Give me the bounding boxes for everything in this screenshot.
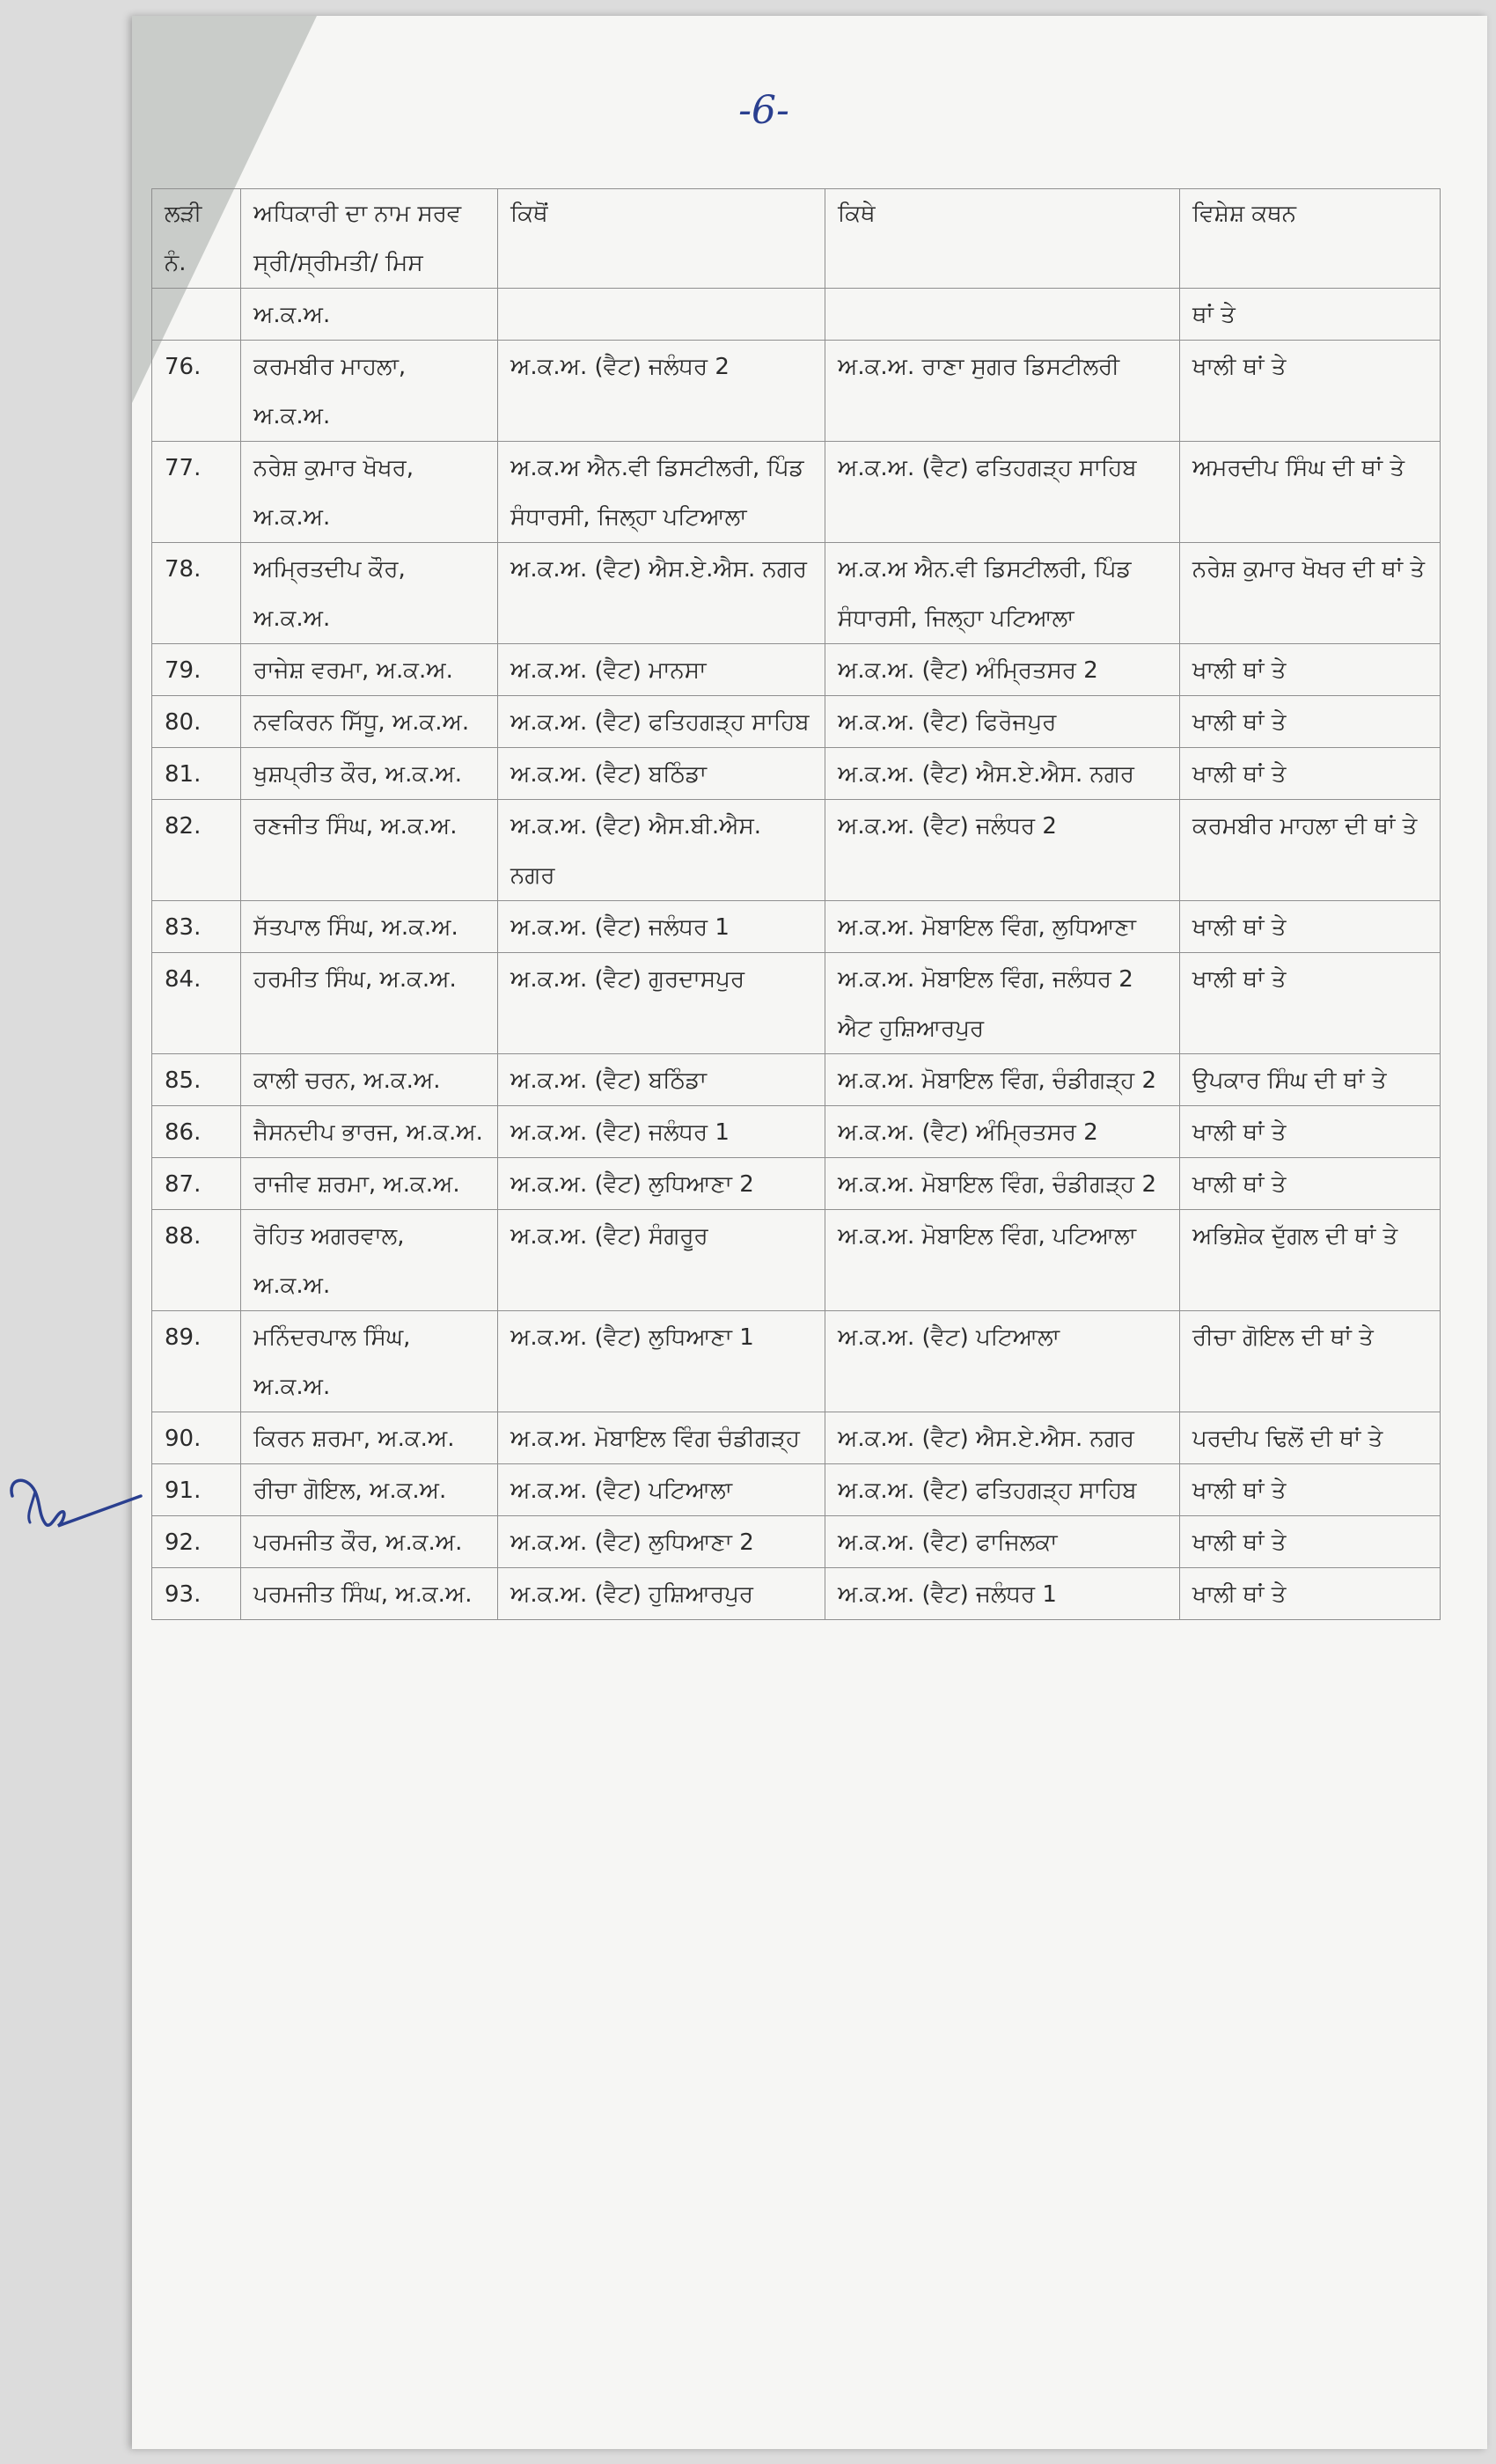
cell-serial: 85. <box>152 1054 241 1106</box>
cell-to: ਅ.ਕ.ਅ. (ਵੈਟ) ਫਿਰੋਜਪੁਰ <box>825 696 1180 748</box>
cell-remarks: ਅਭਿਸ਼ੇਕ ਦੁੱਗਲ ਦੀ ਥਾਂ ਤੇ <box>1180 1210 1441 1311</box>
cell-officer-name: ਪਰਮਜੀਤ ਸਿੰਘ, ਅ.ਕ.ਅ. <box>241 1568 498 1620</box>
cell-serial <box>152 289 241 341</box>
cell-officer-name: ਰਣਜੀਤ ਸਿੰਘ, ਅ.ਕ.ਅ. <box>241 800 498 901</box>
cell-remarks: ਖਾਲੀ ਥਾਂ ਤੇ <box>1180 696 1441 748</box>
cell-to: ਅ.ਕ.ਅ. (ਵੈਟ) ਜਲੰਧਰ 2 <box>825 800 1180 901</box>
table-row <box>152 1464 1441 1516</box>
cell-officer-name: ਰਾਜੀਵ ਸ਼ਰਮਾ, ਅ.ਕ.ਅ. <box>241 1158 498 1210</box>
cell-officer-name: ਹਰਮੀਤ ਸਿੰਘ, ਅ.ਕ.ਅ. <box>241 953 498 1054</box>
cell-from: ਅ.ਕ.ਅ. (ਵੈਟ) ਲੁਧਿਆਣਾ 1 <box>498 1311 825 1412</box>
cell-officer-name: ਜੈਸਨਦੀਪ ਭਾਰਜ, ਅ.ਕ.ਅ. <box>241 1106 498 1158</box>
cell-from: ਅ.ਕ.ਅ. (ਵੈਟ) ਬਠਿੰਡਾ <box>498 1054 825 1106</box>
cell-officer-name: ਨਵਕਿਰਨ ਸਿੱਧੂ, ਅ.ਕ.ਅ. <box>241 696 498 748</box>
cell-serial: 83. <box>152 901 241 953</box>
cell-serial: 86. <box>152 1106 241 1158</box>
cell-serial: 79. <box>152 644 241 696</box>
page-number: -6- <box>738 88 789 133</box>
cell-to: ਅ.ਕ.ਅ. (ਵੈਟ) ਫਾਜਿਲਕਾ <box>825 1516 1180 1568</box>
cell-remarks: ਰੀਚਾ ਗੋਇਲ ਦੀ ਥਾਂ ਤੇ <box>1180 1311 1441 1412</box>
cell-remarks: ਖਾਲੀ ਥਾਂ ਤੇ <box>1180 1158 1441 1210</box>
cell-to <box>825 289 1180 341</box>
cell-officer-name: ਅ.ਕ.ਅ. <box>241 289 498 341</box>
cell-serial: 81. <box>152 748 241 800</box>
cell-remarks: ਖਾਲੀ ਥਾਂ ਤੇ <box>1180 1106 1441 1158</box>
cell-from: ਅ.ਕ.ਅ. (ਵੈਟ) ਸੰਗਰੂਰ <box>498 1210 825 1311</box>
table-row <box>152 1568 1441 1620</box>
cell-serial: 93. <box>152 1568 241 1620</box>
table-row <box>152 901 1441 953</box>
cell-from: ਅ.ਕ.ਅ. (ਵੈਟ) ਹੁਸ਼ਿਆਰਪੁਰ <box>498 1568 825 1620</box>
cell-serial: 88. <box>152 1210 241 1311</box>
table-row <box>152 1210 1441 1311</box>
table-row <box>152 442 1441 543</box>
table-row <box>152 800 1441 901</box>
table-row <box>152 748 1441 800</box>
cell-to: ਅ.ਕ.ਅ. (ਵੈਟ) ਫਤਿਹਗੜ੍ਹ ਸਾਹਿਬ <box>825 442 1180 543</box>
cell-from: ਅ.ਕ.ਅ. (ਵੈਟ) ਲੁਧਿਆਣਾ 2 <box>498 1516 825 1568</box>
cell-to: ਅ.ਕ.ਅ. (ਵੈਟ) ਐਸ.ਏ.ਐਸ. ਨਗਰ <box>825 748 1180 800</box>
cell-serial: 80. <box>152 696 241 748</box>
header-remarks: ਵਿਸ਼ੇਸ਼ ਕਥਨ <box>1180 189 1441 289</box>
cell-remarks: ਨਰੇਸ਼ ਕੁਮਾਰ ਖੋਖਰ ਦੀ ਥਾਂ ਤੇ <box>1180 543 1441 644</box>
cell-officer-name: ਸੱਤਪਾਲ ਸਿੰਘ, ਅ.ਕ.ਅ. <box>241 901 498 953</box>
cell-serial: 87. <box>152 1158 241 1210</box>
header-serial: ਲੜੀ ਨੰ. <box>152 189 241 289</box>
cell-officer-name: ਕਰਮਬੀਰ ਮਾਹਲਾ, ਅ.ਕ.ਅ. <box>241 341 498 442</box>
table-row <box>152 1516 1441 1568</box>
table-row <box>152 341 1441 442</box>
cell-officer-name: ਕਾਲੀ ਚਰਨ, ਅ.ਕ.ਅ. <box>241 1054 498 1106</box>
cell-officer-name: ਰੀਚਾ ਗੋਇਲ, ਅ.ਕ.ਅ. <box>241 1464 498 1516</box>
cell-serial: 92. <box>152 1516 241 1568</box>
cell-from: ਅ.ਕ.ਅ ਐਨ.ਵੀ ਡਿਸਟੀਲਰੀ, ਪਿੰਡ ਸੰਧਾਰਸੀ, ਜਿਲ੍ਹਾ ਪਟਿਆਲਾ <box>498 442 825 543</box>
cell-from: ਅ.ਕ.ਅ. (ਵੈਟ) ਜਲੰਧਰ 1 <box>498 1106 825 1158</box>
cell-remarks: ਖਾਲੀ ਥਾਂ ਤੇ <box>1180 644 1441 696</box>
table-header-row <box>152 189 1441 289</box>
cell-to: ਅ.ਕ.ਅ. (ਵੈਟ) ਅੰਮ੍ਰਿਤਸਰ 2 <box>825 644 1180 696</box>
cell-serial: 76. <box>152 341 241 442</box>
table-row <box>152 543 1441 644</box>
cell-to: ਅ.ਕ.ਅ. ਮੋਬਾਇਲ ਵਿੰਗ, ਪਟਿਆਲਾ <box>825 1210 1180 1311</box>
header-to: ਕਿਥੇ <box>825 189 1180 289</box>
cell-remarks: ਖਾਲੀ ਥਾਂ ਤੇ <box>1180 953 1441 1054</box>
table-row <box>152 1054 1441 1106</box>
cell-remarks: ਥਾਂ ਤੇ <box>1180 289 1441 341</box>
cell-remarks: ਖਾਲੀ ਥਾਂ ਤੇ <box>1180 341 1441 442</box>
cell-remarks: ਖਾਲੀ ਥਾਂ ਤੇ <box>1180 901 1441 953</box>
cell-serial: 77. <box>152 442 241 543</box>
cell-officer-name: ਪਰਮਜੀਤ ਕੌਰ, ਅ.ਕ.ਅ. <box>241 1516 498 1568</box>
cell-serial: 84. <box>152 953 241 1054</box>
cell-to: ਅ.ਕ.ਅ. ਰਾਣਾ ਸੁਗਰ ਡਿਸਟੀਲਰੀ <box>825 341 1180 442</box>
cell-to: ਅ.ਕ.ਅ. ਮੋਬਾਇਲ ਵਿੰਗ, ਲੁਧਿਆਣਾ <box>825 901 1180 953</box>
table-row <box>152 644 1441 696</box>
header-from: ਕਿਥੋਂ <box>498 189 825 289</box>
cell-to: ਅ.ਕ.ਅ. ਮੋਬਾਇਲ ਵਿੰਗ, ਚੰਡੀਗੜ੍ਹ 2 <box>825 1054 1180 1106</box>
cell-serial: 89. <box>152 1311 241 1412</box>
transfer-table <box>151 188 1441 1620</box>
cell-remarks: ਖਾਲੀ ਥਾਂ ਤੇ <box>1180 1516 1441 1568</box>
cell-to: ਅ.ਕ.ਅ. ਮੋਬਾਇਲ ਵਿੰਗ, ਜਲੰਧਰ 2 ਐਟ ਹੁਸ਼ਿਆਰਪੁਰ <box>825 953 1180 1054</box>
cell-from: ਅ.ਕ.ਅ. (ਵੈਟ) ਜਲੰਧਰ 2 <box>498 341 825 442</box>
cell-to: ਅ.ਕ.ਅ. (ਵੈਟ) ਅੰਮ੍ਰਿਤਸਰ 2 <box>825 1106 1180 1158</box>
cell-remarks: ਖਾਲੀ ਥਾਂ ਤੇ <box>1180 1568 1441 1620</box>
cell-officer-name: ਨਰੇਸ਼ ਕੁਮਾਰ ਖੋਖਰ, ਅ.ਕ.ਅ. <box>241 442 498 543</box>
cell-from: ਅ.ਕ.ਅ. (ਵੈਟ) ਗੁਰਦਾਸਪੁਰ <box>498 953 825 1054</box>
table-row <box>152 1106 1441 1158</box>
cell-remarks: ਕਰਮਬੀਰ ਮਾਹਲਾ ਦੀ ਥਾਂ ਤੇ <box>1180 800 1441 901</box>
cell-from: ਅ.ਕ.ਅ. (ਵੈਟ) ਐਸ.ਏ.ਐਸ. ਨਗਰ <box>498 543 825 644</box>
cell-remarks: ਪਰਦੀਪ ਢਿਲੋਂ ਦੀ ਥਾਂ ਤੇ <box>1180 1412 1441 1464</box>
cell-from: ਅ.ਕ.ਅ. (ਵੈਟ) ਪਟਿਆਲਾ <box>498 1464 825 1516</box>
cell-remarks: ਖਾਲੀ ਥਾਂ ਤੇ <box>1180 748 1441 800</box>
cell-from: ਅ.ਕ.ਅ. (ਵੈਟ) ਮਾਨਸਾ <box>498 644 825 696</box>
table-row <box>152 696 1441 748</box>
signature-icon <box>0 1461 158 1566</box>
cell-remarks: ਖਾਲੀ ਥਾਂ ਤੇ <box>1180 1464 1441 1516</box>
cell-from <box>498 289 825 341</box>
cell-serial: 91. <box>152 1464 241 1516</box>
cell-from: ਅ.ਕ.ਅ. (ਵੈਟ) ਲੁਧਿਆਣਾ 2 <box>498 1158 825 1210</box>
cell-officer-name: ਕਿਰਨ ਸ਼ਰਮਾ, ਅ.ਕ.ਅ. <box>241 1412 498 1464</box>
cell-serial: 78. <box>152 543 241 644</box>
cell-from: ਅ.ਕ.ਅ. (ਵੈਟ) ਫਤਿਹਗੜ੍ਹ ਸਾਹਿਬ <box>498 696 825 748</box>
cell-to: ਅ.ਕ.ਅ ਐਨ.ਵੀ ਡਿਸਟੀਲਰੀ, ਪਿੰਡ ਸੰਧਾਰਸੀ, ਜਿਲ੍ਹਾ ਪਟਿਆਲਾ <box>825 543 1180 644</box>
table-row <box>152 1158 1441 1210</box>
cell-from: ਅ.ਕ.ਅ. ਮੋਬਾਇਲ ਵਿੰਗ ਚੰਡੀਗੜ੍ਹ <box>498 1412 825 1464</box>
table-row <box>152 1412 1441 1464</box>
cell-serial: 90. <box>152 1412 241 1464</box>
table-row <box>152 1311 1441 1412</box>
cell-remarks: ਉਪਕਾਰ ਸਿੰਘ ਦੀ ਥਾਂ ਤੇ <box>1180 1054 1441 1106</box>
table-row <box>152 953 1441 1054</box>
cell-to: ਅ.ਕ.ਅ. (ਵੈਟ) ਫਤਿਹਗੜ੍ਹ ਸਾਹਿਬ <box>825 1464 1180 1516</box>
header-officer-name: ਅਧਿਕਾਰੀ ਦਾ ਨਾਮ ਸਰਵ ਸ੍ਰੀ/ਸ੍ਰੀਮਤੀ/ ਮਿਸ <box>241 189 498 289</box>
cell-from: ਅ.ਕ.ਅ. (ਵੈਟ) ਜਲੰਧਰ 1 <box>498 901 825 953</box>
cell-serial: 82. <box>152 800 241 901</box>
cell-from: ਅ.ਕ.ਅ. (ਵੈਟ) ਬਠਿੰਡਾ <box>498 748 825 800</box>
cell-to: ਅ.ਕ.ਅ. (ਵੈਟ) ਪਟਿਆਲਾ <box>825 1311 1180 1412</box>
cell-officer-name: ਰਾਜੇਸ਼ ਵਰਮਾ, ਅ.ਕ.ਅ. <box>241 644 498 696</box>
cell-officer-name: ਖੁਸ਼ਪ੍ਰੀਤ ਕੌਰ, ਅ.ਕ.ਅ. <box>241 748 498 800</box>
cell-officer-name: ਮਨਿੰਦਰਪਾਲ ਸਿੰਘ, ਅ.ਕ.ਅ. <box>241 1311 498 1412</box>
cell-officer-name: ਅਮ੍ਰਿਤਦੀਪ ਕੌਰ, ਅ.ਕ.ਅ. <box>241 543 498 644</box>
cell-to: ਅ.ਕ.ਅ. (ਵੈਟ) ਐਸ.ਏ.ਐਸ. ਨਗਰ <box>825 1412 1180 1464</box>
cell-officer-name: ਰੋਹਿਤ ਅਗਰਵਾਲ, ਅ.ਕ.ਅ. <box>241 1210 498 1311</box>
cell-from: ਅ.ਕ.ਅ. (ਵੈਟ) ਐਸ.ਬੀ.ਐਸ. ਨਗਰ <box>498 800 825 901</box>
cell-remarks: ਅਮਰਦੀਪ ਸਿੰਘ ਦੀ ਥਾਂ ਤੇ <box>1180 442 1441 543</box>
table-row <box>152 289 1441 341</box>
cell-to: ਅ.ਕ.ਅ. ਮੋਬਾਇਲ ਵਿੰਗ, ਚੰਡੀਗੜ੍ਹ 2 <box>825 1158 1180 1210</box>
cell-to: ਅ.ਕ.ਅ. (ਵੈਟ) ਜਲੰਧਰ 1 <box>825 1568 1180 1620</box>
